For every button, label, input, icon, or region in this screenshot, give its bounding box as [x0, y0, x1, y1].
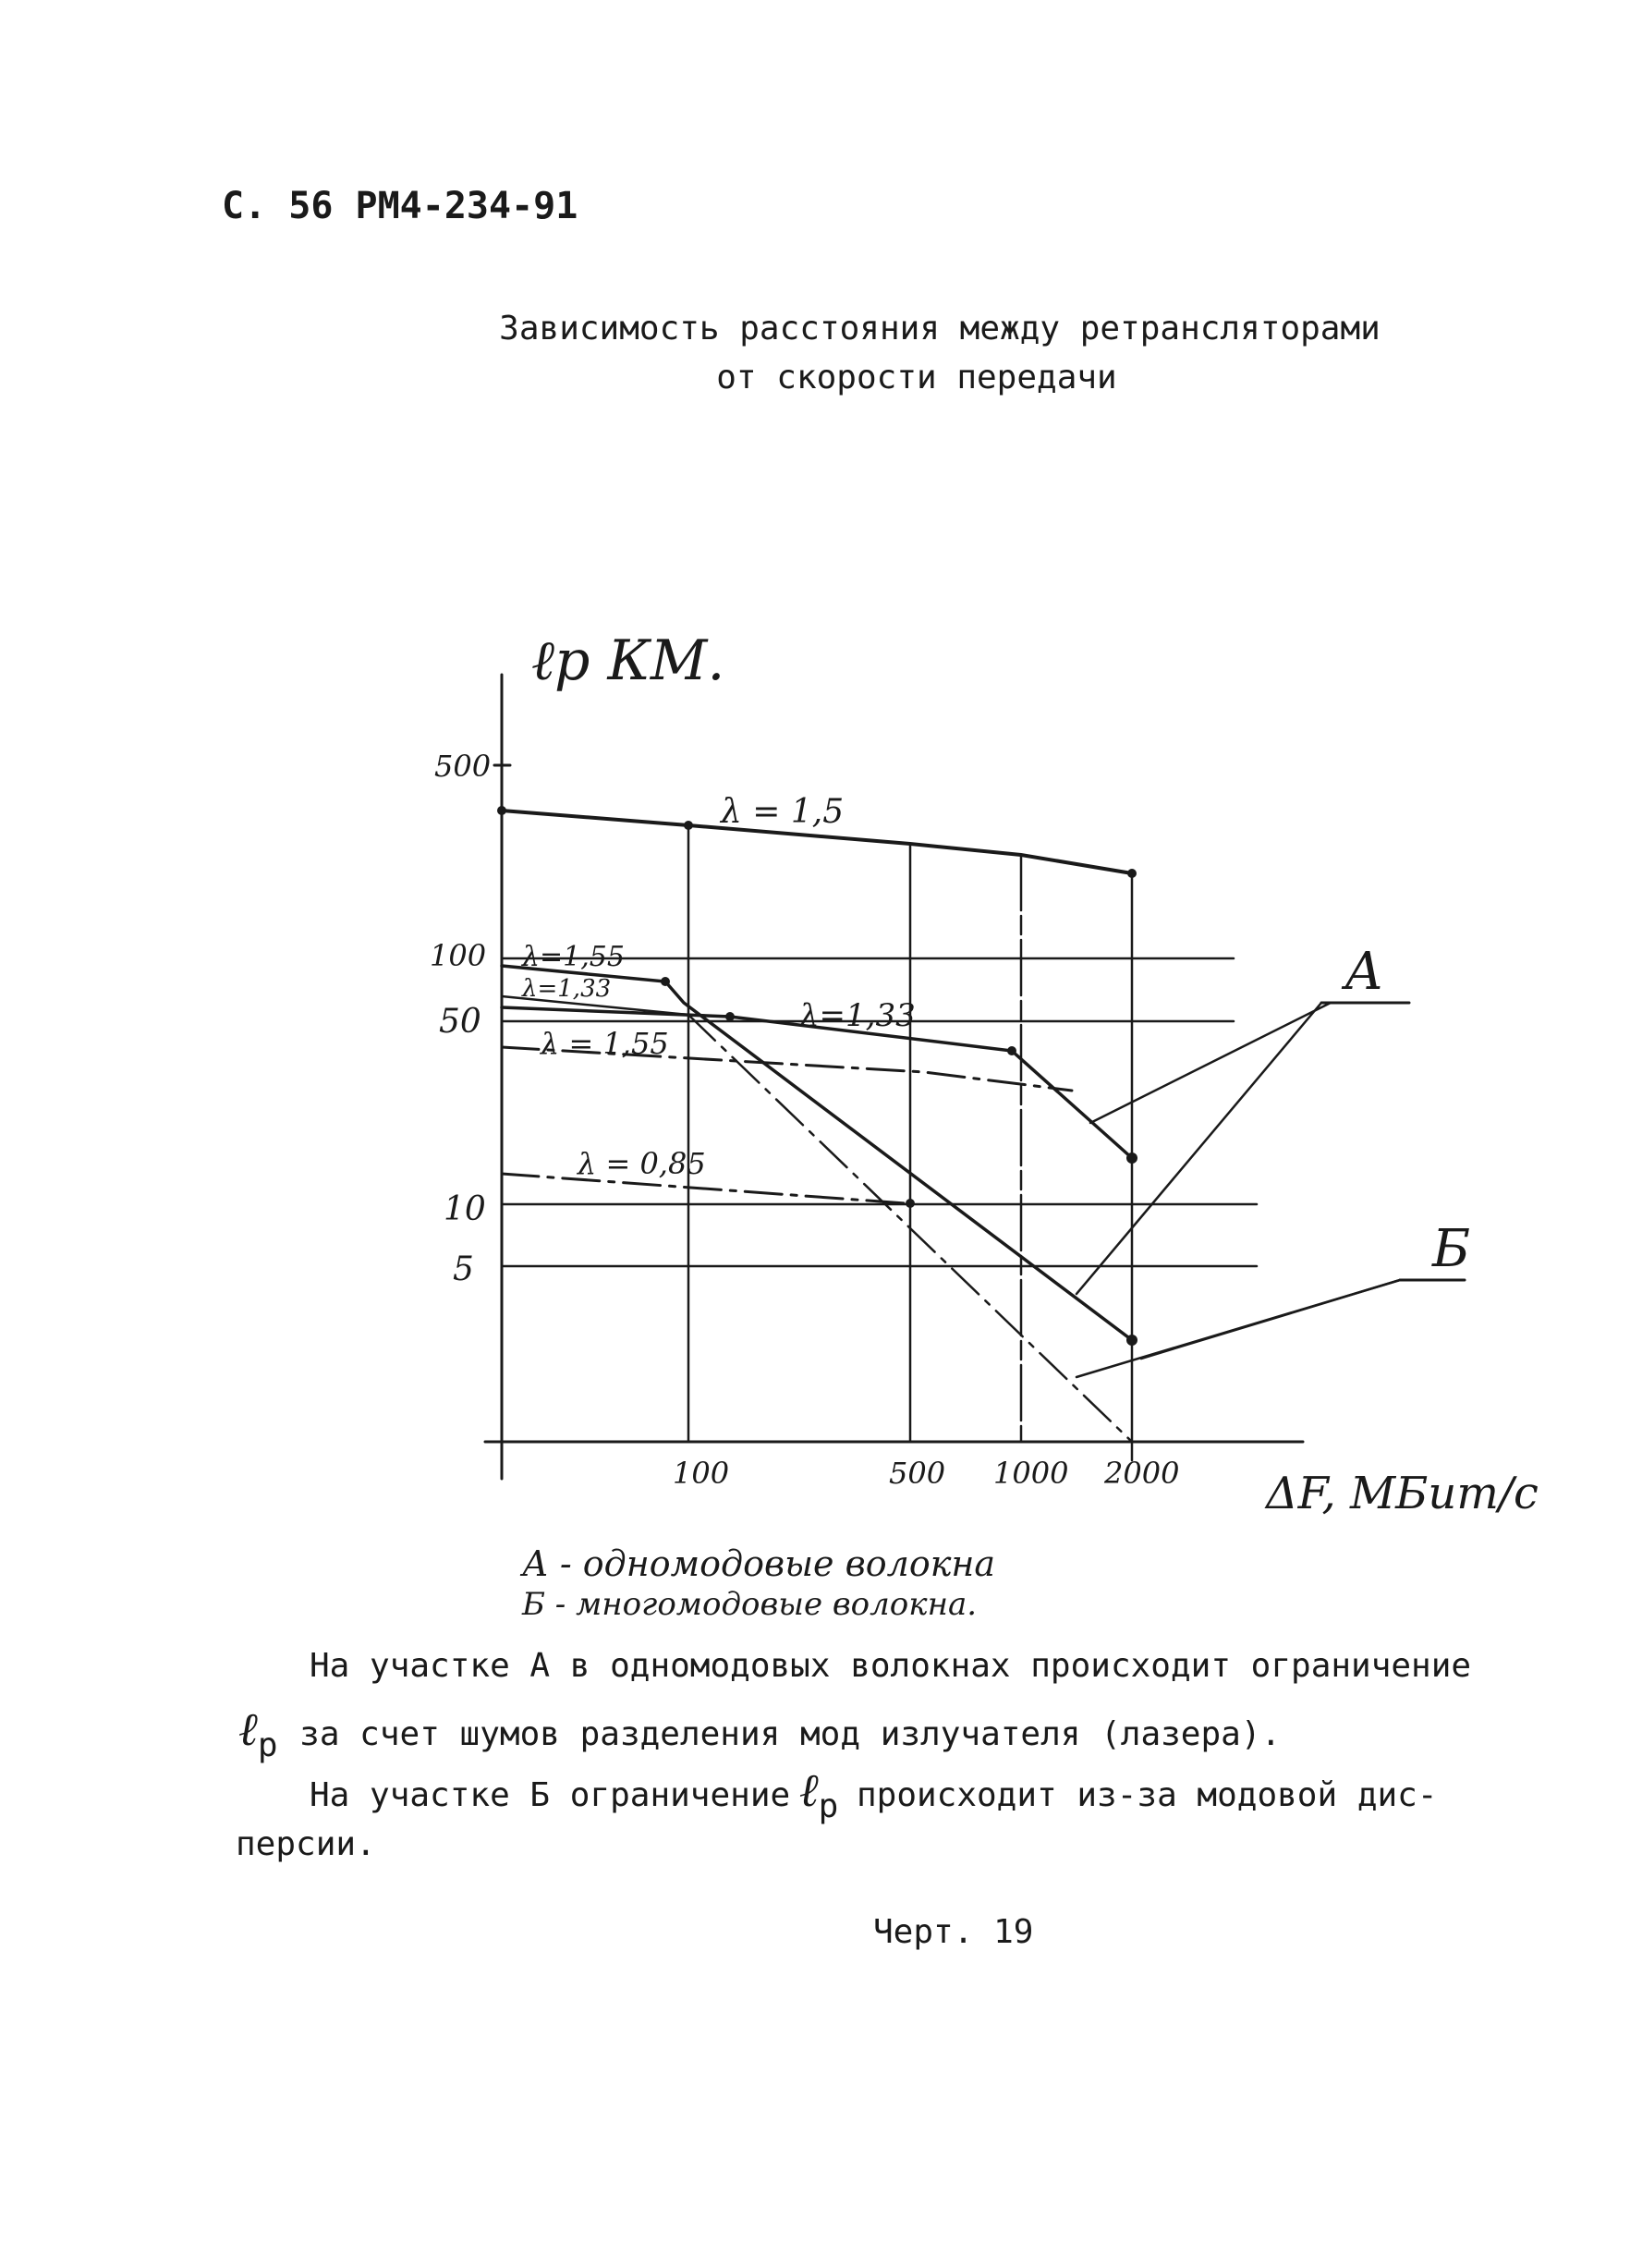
data-point [684, 821, 693, 830]
x-tick-label: 500 [889, 1456, 946, 1491]
ell-subscript: р [257, 1726, 278, 1764]
series-label: λ=1,33 [799, 997, 916, 1034]
legend-a: А - одномодовые волокна [522, 1543, 996, 1584]
data-point [725, 1012, 735, 1021]
data-point [497, 806, 506, 815]
ell-subscript: р [818, 1787, 839, 1825]
paragraph-1-line-1: На участке А в одномодовых волокнах происходит ограничение [310, 1647, 1472, 1685]
series-label: λ=1,55 [522, 941, 625, 973]
paragraph-1-line-2 [238, 1702, 1282, 1764]
series-label: λ = 1,5 [721, 793, 845, 831]
legend-b: Б - многомодовые волокна. [522, 1586, 978, 1623]
y-tick-label: 100 [430, 938, 487, 973]
chart-title-line2: от скорости передачи [716, 359, 1117, 396]
paragraph-2-line-1 [310, 1763, 1438, 1825]
x-axis-label: ΔF, МБит/с [1266, 1468, 1539, 1519]
ell-symbol: ℓ [238, 1702, 258, 1756]
data-point [1126, 1152, 1137, 1164]
y-axis-label: ℓp КМ. [531, 628, 725, 693]
paragraph-1-text: за счет шумов разделения мод излучателя (лазера). [299, 1715, 1282, 1753]
y-tick-label: 50 [439, 1003, 481, 1041]
chart-title-line1: Зависимость расстояния между ретрансляторами [499, 310, 1381, 348]
pointer-a-2 [1077, 1003, 1321, 1294]
data-point [906, 1199, 915, 1208]
series-label: λ = 0,85 [578, 1146, 706, 1181]
y-tick-label: 10 [444, 1190, 486, 1228]
segment-label-a: А [1344, 942, 1384, 1002]
series-label: λ=1,33 [522, 975, 612, 1003]
pointer-b-2 [1077, 1280, 1400, 1377]
x-tick-label: 2000 [1104, 1456, 1180, 1491]
segment-label-b: Б [1432, 1219, 1471, 1279]
data-point [661, 977, 670, 986]
x-tick-label: 1000 [993, 1456, 1069, 1491]
ell-symbol: ℓ [798, 1763, 819, 1817]
series-label: λ = 1,55 [541, 1026, 669, 1061]
caption-number: 19 [993, 1913, 1034, 1951]
paragraph-2-text-b: происходит из-за модовой дис- [856, 1776, 1438, 1814]
caption-label: Черт. [873, 1913, 974, 1951]
y-tick-label: 500 [434, 749, 492, 784]
figure-caption [873, 1913, 1033, 1951]
data-point [1126, 1335, 1137, 1346]
paragraph-2-text-a: На участке Б ограничение [310, 1776, 791, 1814]
data-point [1127, 869, 1137, 878]
x-tick-label: 100 [673, 1456, 730, 1491]
data-point [1007, 1046, 1016, 1055]
y-tick-label: 5 [453, 1250, 474, 1288]
page-header: С. 56 РМ4-234-91 [222, 185, 578, 227]
paragraph-2-line-2: персии. [236, 1825, 376, 1863]
